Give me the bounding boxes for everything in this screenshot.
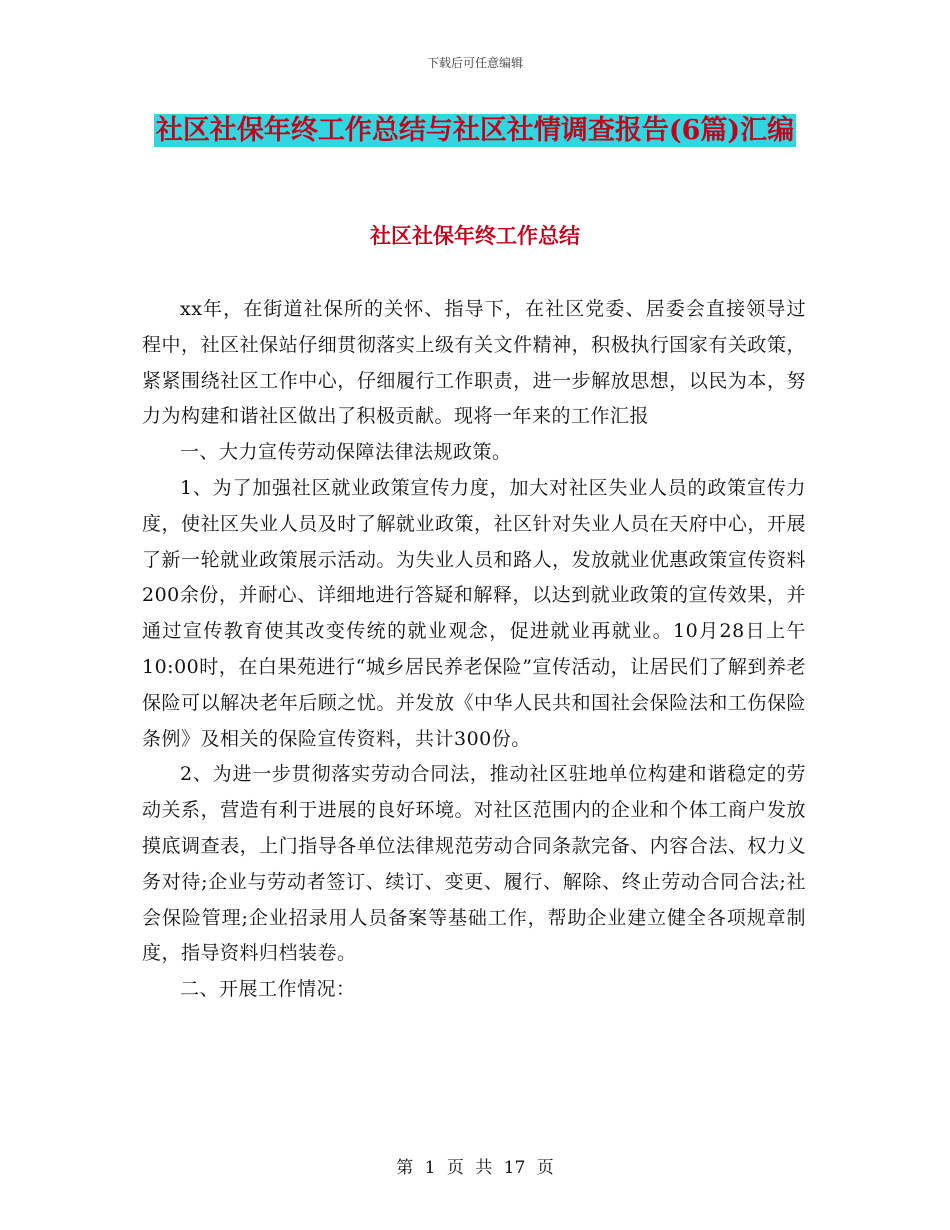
body-paragraph: xx年，在街道社保所的关怀、指导下，在社区党委、居委会直接领导过程中，社区社保站仔细贯彻落实上级有关文件精神，积极执行国家有关政策，紧紧围绕社区工作中心，仔细履行工作职责，进一步解放思想，以民为本，努力为构建和谐社区做出了积极贡献。现将一年来的工作汇报 (142, 298, 806, 428)
page-footer: 第 1 页 共 17 页 (396, 1158, 554, 1178)
section-title: 社区社保年终工作总结 (370, 223, 580, 248)
document-title (130, 106, 820, 155)
document-title-text: 社区社保年终工作总结与社区社情调查报告(6篇)汇编 (155, 115, 795, 146)
body-heading-1: 一、大力宣传劳动保障法律法规政策。 (180, 441, 512, 464)
body-paragraph: 1、为了加强社区就业政策宣传力度，加大对社区失业人员的政策宣传力度，使社区失业人员及时了解就业政策，社区针对失业人员在天府中心，开展了新一轮就业政策展示活动。为失业人员和路人，发放就业优惠政策宣传资料200余份，并耐心、详细地进行答疑和解释，以达到就业政策的宣传效果，并通过宣传教育使其改变传统的就业观念，促进就业再就业。10月28日上午10:00时，在白果苑进行“城乡居民养老保险”宣传活动，让居民们了解到养老保险可以解决老年后顾之忧。并发放《中华人民共和国社会保险法和工伤保险条例》及相关的保险宣传资料，共计300份。 (142, 476, 806, 750)
header-note: 下载后可任意编辑 (426, 56, 523, 70)
document-body (142, 292, 806, 1008)
body-heading-2: 二、开展工作情况： (180, 978, 356, 1001)
body-paragraph: 2、为进一步贯彻落实劳动合同法，推动社区驻地单位构建和谐稳定的劳动关系，营造有利于进展的良好环境。对社区范围内的企业和个体工商户发放摸底调查表，上门指导各单位法律规范劳动合同条款完备、内容合法、权力义务对待;企业与劳动者签订、续订、变更、履行、解除、终止劳动合同合法;社会保险管理;企业招录用人员备案等基础工作，帮助企业建立健全各项规章制度，指导资料归档装卷。 (142, 763, 806, 965)
